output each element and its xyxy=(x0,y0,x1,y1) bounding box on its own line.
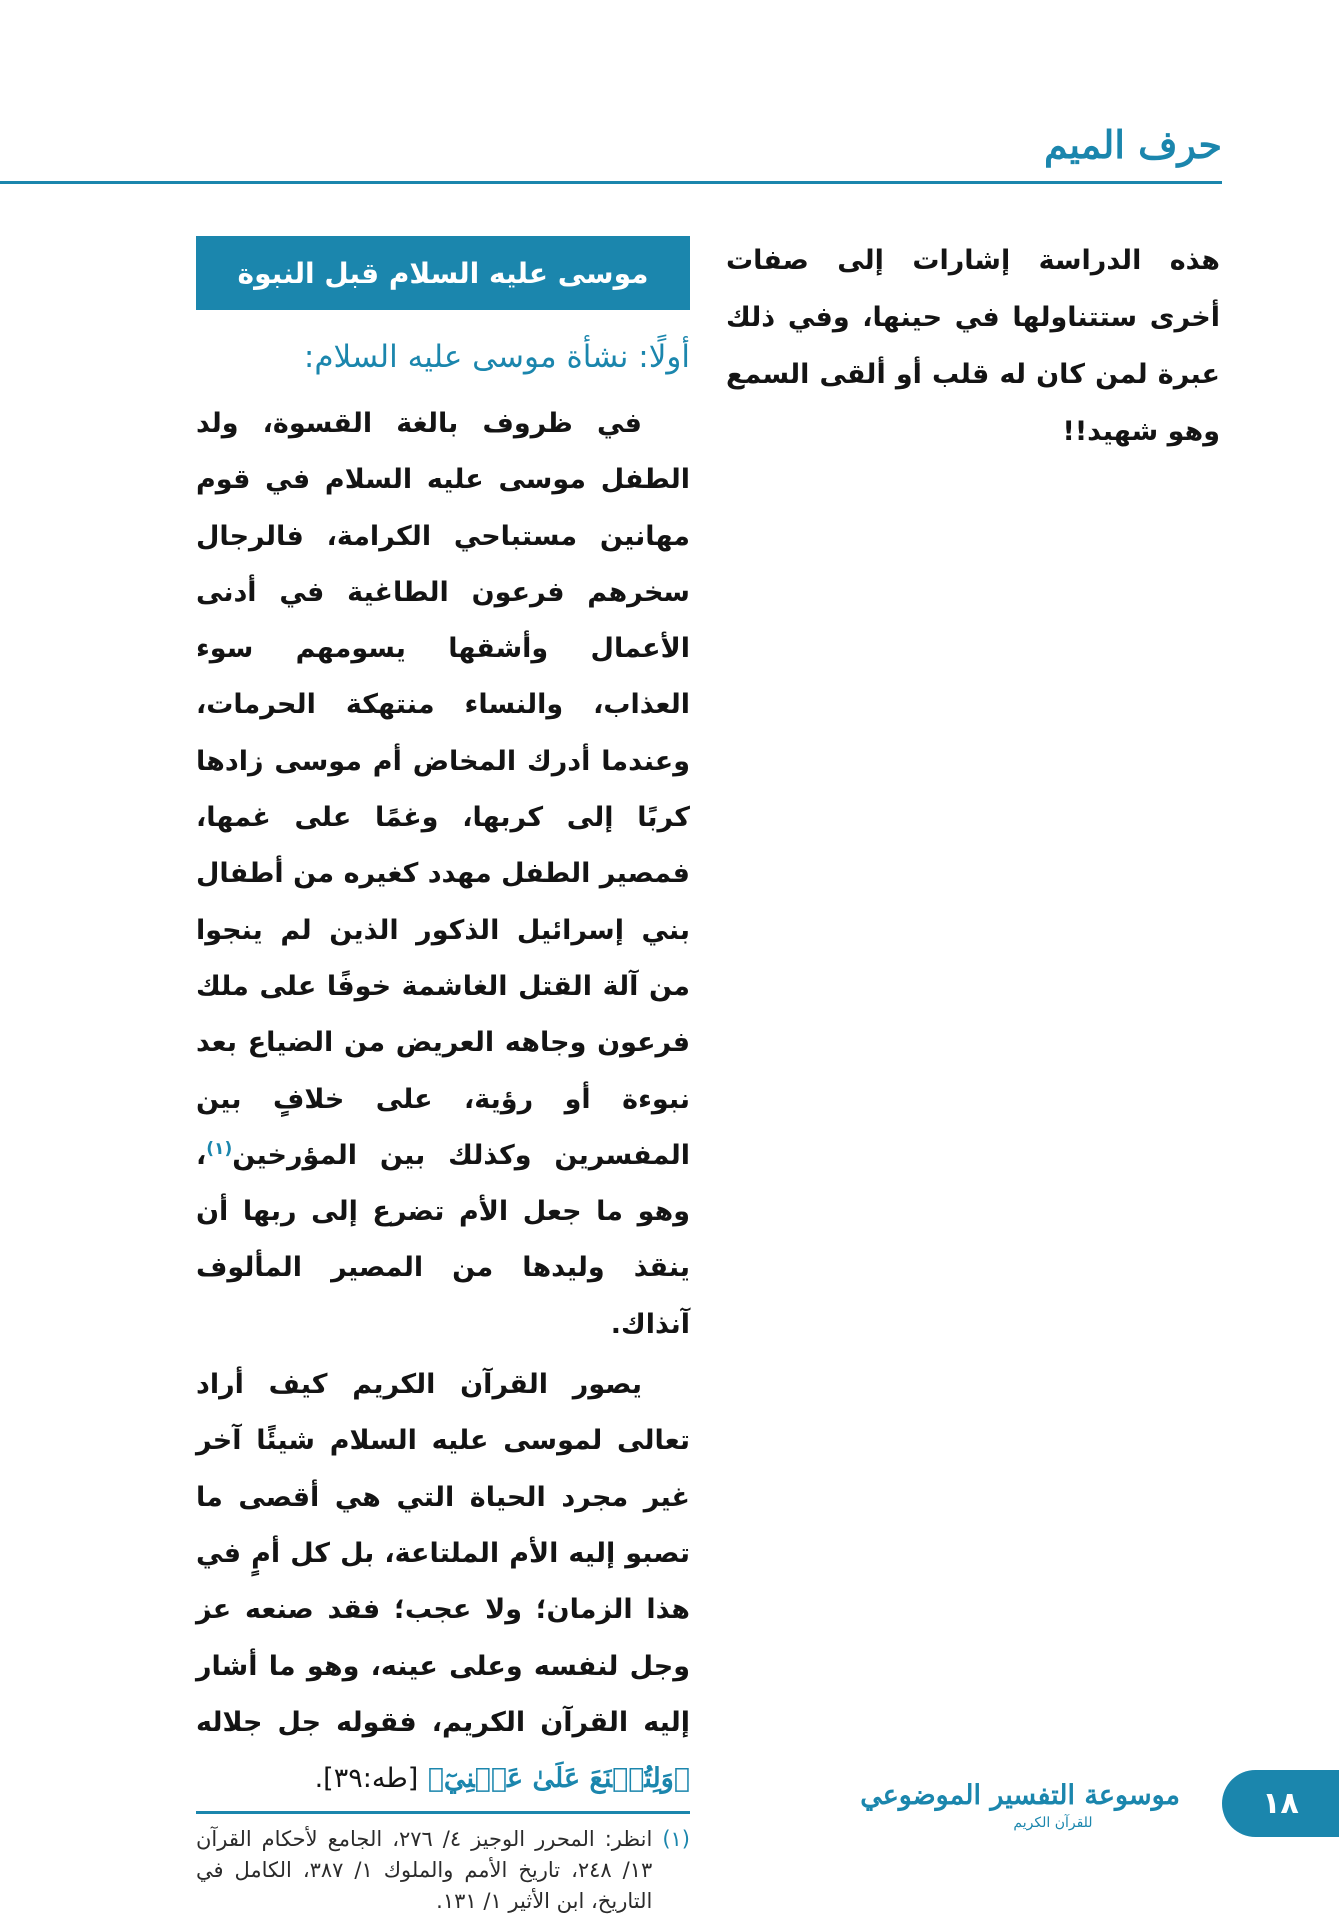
header-divider xyxy=(0,181,1222,184)
paragraph-1-text: في ظروف بالغة القسوة، ولد الطفل موسى عليه السلام في قوم مهانين مستباحي الكرامة، فالرجال سخرهم فرعون الطاغية في أدنى الأعمال وأشقها يسومهم سوء العذاب، والنساء منتهكة الحرمات، وعندما أدرك المخاض أم موسى زادها كربًا إلى كربها، وغمًا على غمها، فمصير الطفل مهدد كغيره من أطفال بني إسرائيل الذكور الذين لم ينجوا من آلة القتل الغاشمة خوفًا على ملك فرعون وجاهه العريض من الضياع بعد نبوءة أو رؤية، على خلافٍ بين المفسرين وكذلك بين المؤرخين xyxy=(196,408,690,1171)
encyclopedia-logo xyxy=(860,1778,1180,1832)
quran-citation: [طه:٣٩]. xyxy=(314,1763,419,1795)
right-column-paragraph: هذه الدراسة إشارات إلى صفات أخرى ستتناولها في حينها، وفي ذلك عبرة لمن كان له قلب أو ألقى السمع وهو شهيد!! xyxy=(726,245,1220,447)
footnote xyxy=(196,1824,690,1917)
footnote-number: (١) xyxy=(662,1827,690,1852)
quran-verse: ﴿وَلِتُصۡنَعَ عَلَىٰ عَيۡنِيٓ﴾ xyxy=(427,1763,690,1795)
subheading: أولًا: نشأة موسى عليه السلام: xyxy=(303,339,690,375)
page-header-title: حرف الميم xyxy=(1044,122,1222,167)
logo-title: موسوعة التفسير الموضوعي xyxy=(860,1780,1180,1811)
body-paragraph-2 xyxy=(196,1357,690,1807)
body-paragraph-1 xyxy=(196,396,690,1353)
footnote-text: انظر: المحرر الوجيز ٤/ ٢٧٦، الجامع لأحكام القرآن ١٣/ ٢٤٨، تاريخ الأمم والملوك ١/ ٣٨٧، الكامل في التاريخ، ابن الأثير ١/ ١٣١. xyxy=(196,1827,653,1914)
section-title-banner xyxy=(196,236,690,310)
footnote-divider xyxy=(196,1811,690,1814)
page-number-tab xyxy=(1222,1770,1339,1837)
left-column xyxy=(196,236,690,1917)
paragraph-2-text: يصور القرآن الكريم كيف أراد تعالى لموسى عليه السلام شيئًا آخر غير مجرد الحياة التي هي أقصى ما تصبو إليه الأم الملتاعة، بل كل أمٍ في هذا الزمان؛ ولا عجب؛ فقد صنعه عز وجل لنفسه وعلى عينه، وهو ما أشار إليه القرآن الكريم، فقوله جل جلاله xyxy=(196,1369,690,1738)
logo-subtitle: للقرآن الكريم xyxy=(1013,1815,1093,1831)
footnote-reference[interactable]: (١) xyxy=(206,1138,233,1159)
page-number: ١٨ xyxy=(1262,1786,1299,1821)
paragraph-1-tail: ، وهو ما جعل الأم تضرع إلى ربها أن ينقذ وليدها من المصير المألوف آنذاك. xyxy=(196,1139,690,1340)
right-column xyxy=(726,232,1220,460)
section-title: موسى عليه السلام قبل النبوة xyxy=(237,256,649,290)
